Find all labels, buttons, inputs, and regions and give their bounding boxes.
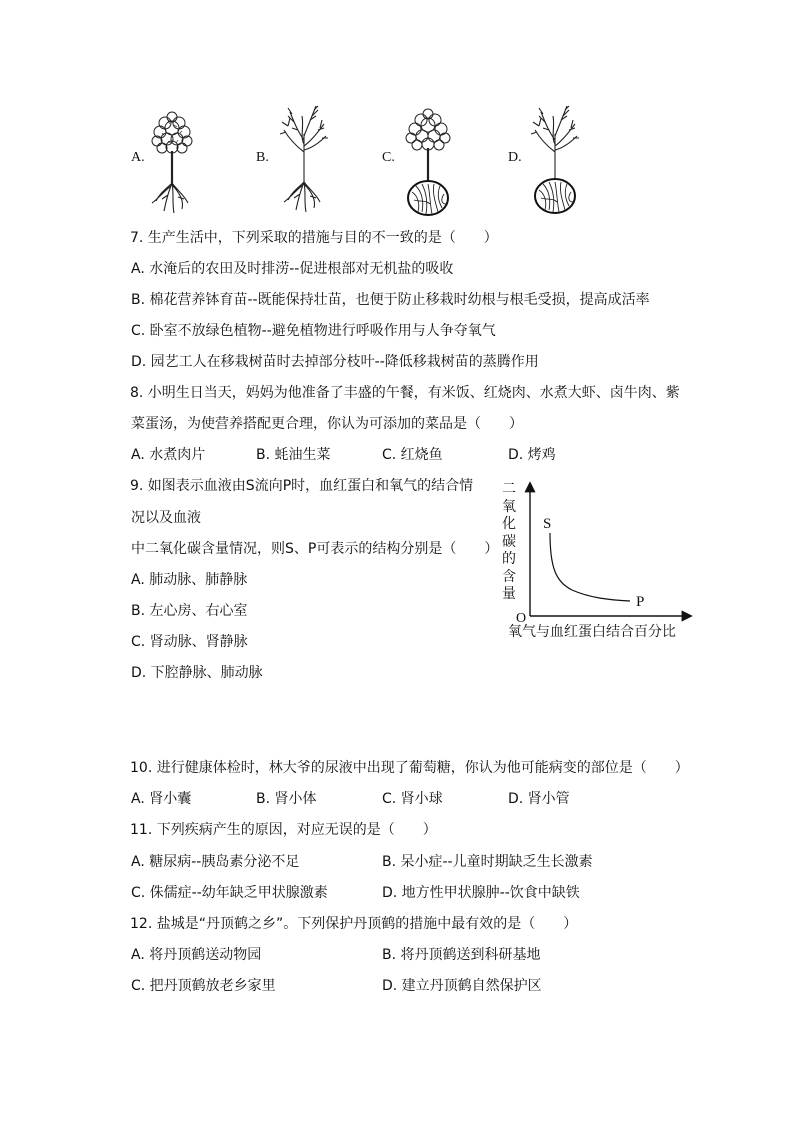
plant-option-a-label: A.: [131, 150, 145, 165]
q9-option-b: B. 左心房、右心室: [131, 603, 248, 619]
q8-option-b: B. 蚝油生菜: [256, 447, 331, 463]
q11-option-c: C. 侏儒症--幼年缺乏甲状腺激素: [131, 885, 328, 901]
q9-stem-line3: 中二氧化碳含量情况，则S、P可表示的结构分别是（ ）: [131, 541, 499, 557]
q11-option-b: B. 呆小症--儿童时期缺乏生长激素: [382, 854, 593, 870]
q9-option-d: D. 下腔静脉、肺动脉: [131, 665, 263, 681]
q11-option-d: D. 地方性甲状腺肿--饮食中缺铁: [382, 885, 580, 901]
bare-tree-bare-roots-icon: [278, 100, 330, 214]
graph-origin-label: O: [516, 611, 527, 626]
q12-option-a: A. 将丹顶鹤送动物园: [131, 947, 262, 963]
bare-tree-soil-ball-icon: [528, 100, 582, 216]
q9-stem-line2: 况以及血液: [131, 510, 201, 526]
plant-option-c-label: C.: [382, 150, 395, 165]
q10-option-d: D. 肾小管: [508, 791, 570, 807]
q12-option-b: B. 将丹顶鹤送到科研基地: [382, 947, 541, 963]
q8-stem-line2: 菜蛋汤，为使营养搭配更合理，你认为可添加的菜品是（ ）: [131, 416, 523, 432]
graph-start-label: S: [543, 516, 552, 532]
tree-with-leaves-bare-roots-icon: [148, 103, 196, 215]
q7-option-b: B. 棉花营养钵育苗--既能保持壮苗，也便于防止移栽时幼根与根毛受损，提高成活率: [131, 292, 650, 308]
q10-option-b: B. 肾小体: [256, 791, 317, 807]
q12-stem: 12. 盐城是“丹顶鹤之乡”。下列保护丹顶鹤的措施中最有效的是（ ）: [130, 916, 578, 932]
q11-stem: 11. 下列疾病产生的原因，对应无误的是（ ）: [130, 822, 437, 838]
q9-option-a: A. 肺动脉、肺静脉: [131, 572, 248, 588]
q8-stem-line1: 8. 小明生日当天，妈妈为他准备了丰盛的午餐，有米饭、红烧肉、水煮大虾、卤牛肉、紫: [130, 385, 680, 401]
plant-option-d-label: D.: [508, 150, 522, 165]
graph-x-axis-label: 氧气与血红蛋白结合百分比: [508, 624, 676, 640]
q12-option-d: D. 建立丹顶鹤自然保护区: [382, 978, 542, 994]
q7-option-a: A. 水淹后的农田及时排涝--促进根部对无机盐的吸收: [131, 261, 454, 277]
q11-option-a: A. 糖尿病--胰岛素分泌不足: [131, 854, 300, 870]
q7-option-c: C. 卧室不放绿色植物--避免植物进行呼吸作用与人争夺氧气: [131, 323, 496, 339]
q8-option-a: A. 水煮肉片: [131, 447, 206, 463]
q10-option-c: C. 肾小球: [382, 791, 443, 807]
q10-option-a: A. 肾小囊: [131, 791, 192, 807]
q8-option-c: C. 红烧鱼: [382, 447, 443, 463]
q9-stem-line1: 9. 如图表示血液由S流向P时，血红蛋白和氧气的结合情: [130, 478, 474, 494]
q12-option-c: C. 把丹顶鹤放老乡家里: [131, 978, 276, 994]
plant-option-b-label: B.: [256, 150, 269, 165]
q10-stem: 10. 进行健康体检时，林大爷的尿液中出现了葡萄糖，你认为他可能病变的部位是（ ）: [130, 760, 689, 776]
q7-stem: 7. 生产生活中，下列采取的措施与目的不一致的是（ ）: [130, 230, 498, 246]
tree-with-leaves-soil-ball-icon: [400, 100, 456, 218]
graph-end-label: P: [636, 594, 645, 610]
graph-y-axis-label: 二氧化碳的含量: [502, 481, 516, 602]
co2-oxygen-graph: [500, 478, 700, 648]
graph-curve: [550, 533, 630, 601]
q7-option-d: D. 园艺工人在移栽树苗时去掉部分枝叶--降低移栽树苗的蒸腾作用: [131, 354, 539, 370]
q9-option-c: C. 肾动脉、肾静脉: [131, 634, 248, 650]
q8-option-d: D. 烤鸡: [508, 447, 556, 463]
